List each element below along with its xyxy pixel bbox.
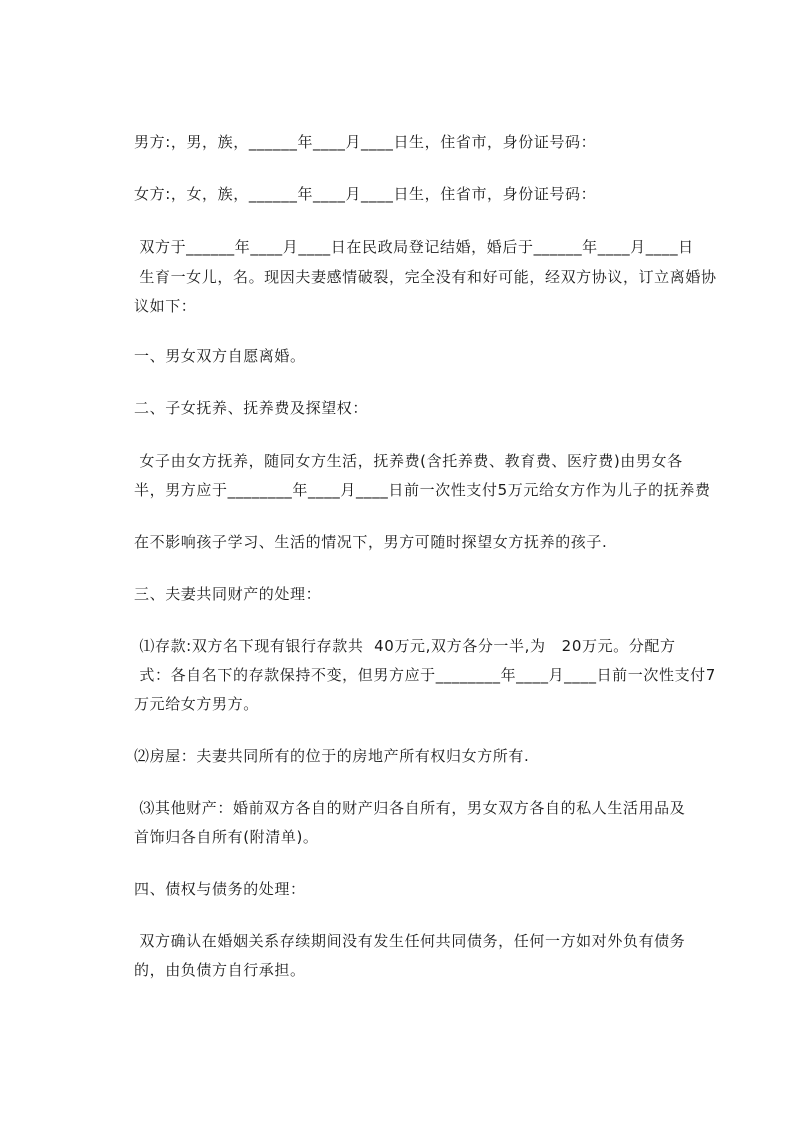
section-heading-1: 一、男女双方自愿离婚。 [134,347,306,365]
other-property-line-2: 首饰归各自所有(附清单)。 [134,828,319,846]
section-heading-2: 二、子女抚养、抚养费及探望权： [134,399,369,417]
other-property-line-1: ⑶其他财产：婚前双方各自的财产归各自所有，男女双方各自的私人生活用品及 [134,799,686,817]
section-heading-3: 三、夫妻共同财产的处理： [134,585,322,603]
female-party-line: 女方:，女，族，______年____月____日生，住省市，身份证号码： [134,185,597,203]
deposits-line-1: ⑴存款:双方名下现有银行存款共 40万元,双方各分一半,为 20万元。分配方 [134,637,676,655]
intro-line-2: 生育一女儿，名。现因夫妻感情破裂，完全没有和好可能，经双方协议，订立离婚协 [134,268,717,286]
intro-line-1: 双方于______年____月____日在民政局登记结婚，婚后于______年____月____日 [134,238,694,256]
deposits-line-2: 式：各自名下的存款保持不变，但男方应于________年____月____日前一次性支付7 [134,666,716,684]
male-party-line: 男方:，男，族，______年____月____日生，住省市，身份证号码： [134,133,597,151]
intro-line-3: 议如下： [134,297,197,315]
debts-line-1: 双方确认在婚姻关系存续期间没有发生任何共同债务，任何一方如对外负有债务 [134,932,686,950]
visitation-line: 在不影响孩子学习、生活的情况下，男方可随时探望女方抚养的孩子. [134,533,608,551]
deposits-line-3: 万元给女方男方。 [134,695,259,713]
custody-line-2: 半，男方应于________年____月____日前一次性支付5万元给女方作为儿子的抚养费 [134,481,711,499]
custody-line-1: 女子由女方抚养，随同女方生活，抚养费(含托养费、教育费、医疗费)由男女各 [134,452,683,470]
debts-line-2: 的，由负债方自行承担。 [134,961,306,979]
housing-line: ⑵房屋：夫妻共同所有的位于的房地产所有权归女方所有. [134,747,530,765]
section-heading-4: 四、债权与债务的处理： [134,880,306,898]
